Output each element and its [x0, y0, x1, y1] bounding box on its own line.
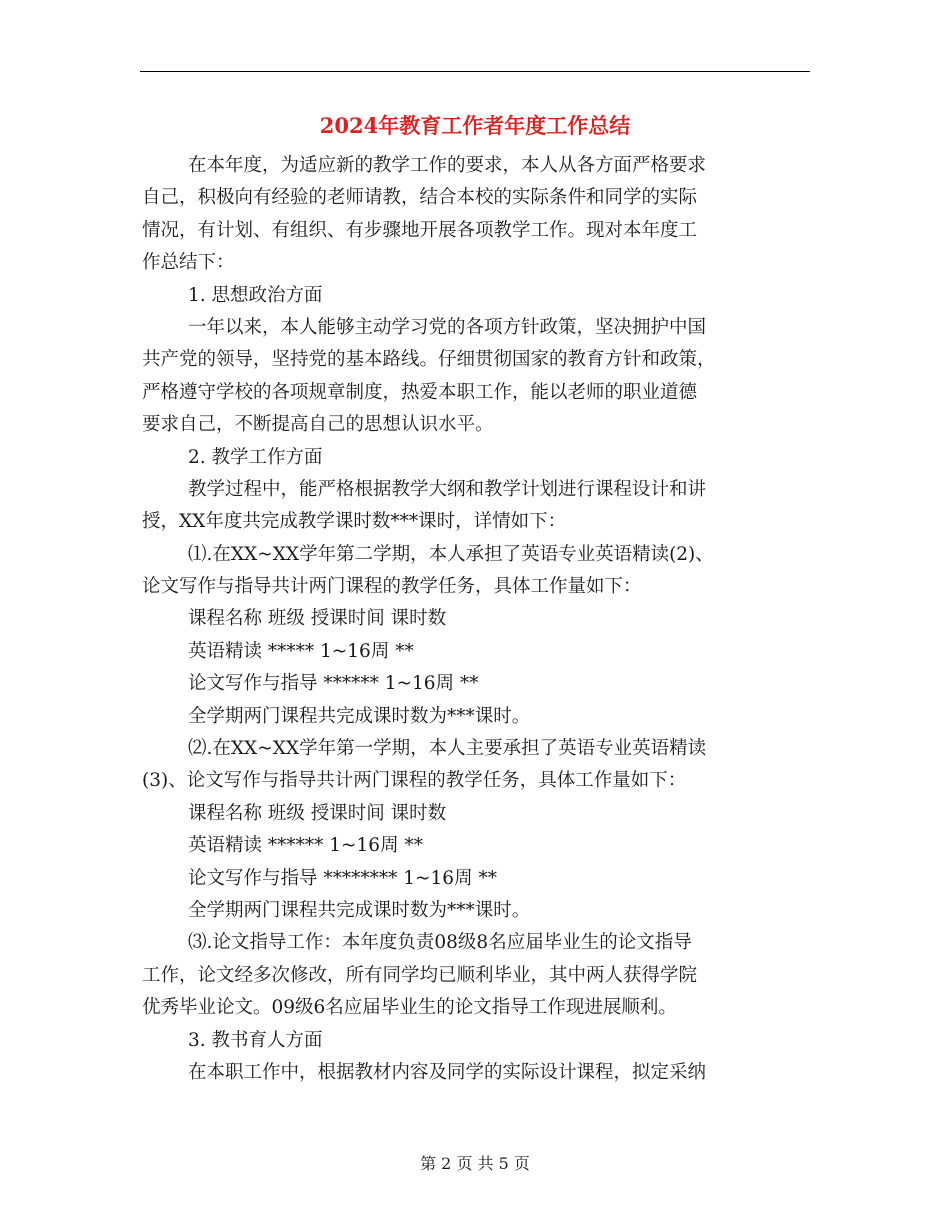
text-line: 作总结下：: [142, 252, 235, 274]
text-line: 优秀毕业论文。09级6名应届毕业生的论文指导工作现进展顺利。: [142, 997, 677, 1019]
text-line: 工作，论文经多次修改，所有同学均已顺利毕业，其中两人获得学院: [142, 964, 698, 986]
text-line: 情况，有计划、有组织、有步骤地开展各项教学工作。现对本年度工: [142, 219, 698, 241]
text-line: 自己，积极向有经验的老师请教，结合本校的实际条件和同学的实际: [142, 187, 698, 209]
text-line: 3. 教书育人方面: [188, 1029, 323, 1051]
text-line: 要求自己，不断提高自己的思想认识水平。: [142, 414, 494, 436]
page-number: 第 2 页 共 5 页: [420, 1154, 530, 1173]
text-line: 授，XX年度共完成教学课时数***课时，详情如下：: [142, 511, 567, 533]
text-line: 课程名称 班级 授课时间 课时数: [188, 608, 447, 630]
text-line: ⑵.在XX~XX学年第一学期，本人主要承担了英语专业英语精读: [188, 738, 707, 760]
text-line: 2. 教学工作方面: [188, 446, 323, 468]
document-title: 2024年教育工作者年度工作总结: [319, 113, 631, 138]
text-line: 论文写作与指导共计两门课程的教学任务，具体工作量如下：: [142, 576, 642, 598]
text-line: 1. 思想政治方面: [188, 284, 323, 306]
text-line: 论文写作与指导 ****** 1~16周 **: [188, 673, 479, 695]
text-line: ⑴.在XX~XX学年第二学期，本人承担了英语专业英语精读(2)、: [188, 543, 714, 565]
text-line: 共产党的领导，坚持党的基本路线。仔细贯彻国家的教育方针和政策，: [142, 349, 716, 371]
text-line: 全学期两门课程共完成课时数为***课时。: [188, 705, 531, 727]
text-line: 严格遵守学校的各项规章制度，热爱本职工作，能以老师的职业道德: [142, 381, 698, 403]
text-line: (3)、论文写作与指导共计两门课程的教学任务，具体工作量如下：: [142, 770, 687, 792]
text-line: 论文写作与指导 ******** 1~16周 **: [188, 867, 497, 889]
document-body: [142, 150, 810, 1089]
header-rule: [140, 71, 810, 72]
text-line: 课程名称 班级 授课时间 课时数: [188, 802, 447, 824]
text-line: ⑶.论文指导工作：本年度负责08级8名应届毕业生的论文指导: [188, 932, 692, 954]
text-line: 一年以来，本人能够主动学习党的各项方针政策，坚决拥护中国: [188, 316, 707, 338]
text-line: 英语精读 ****** 1~16周 **: [188, 835, 423, 857]
text-line: 全学期两门课程共完成课时数为***课时。: [188, 899, 531, 921]
text-line: 教学过程中，能严格根据教学大纲和教学计划进行课程设计和讲: [188, 478, 707, 500]
text-line: 在本职工作中，根据教材内容及同学的实际设计课程，拟定采纳: [188, 1061, 707, 1083]
text-line: 在本年度，为适应新的教学工作的要求，本人从各方面严格要求: [188, 155, 707, 176]
text-line: 英语精读 ***** 1~16周 **: [188, 640, 414, 662]
